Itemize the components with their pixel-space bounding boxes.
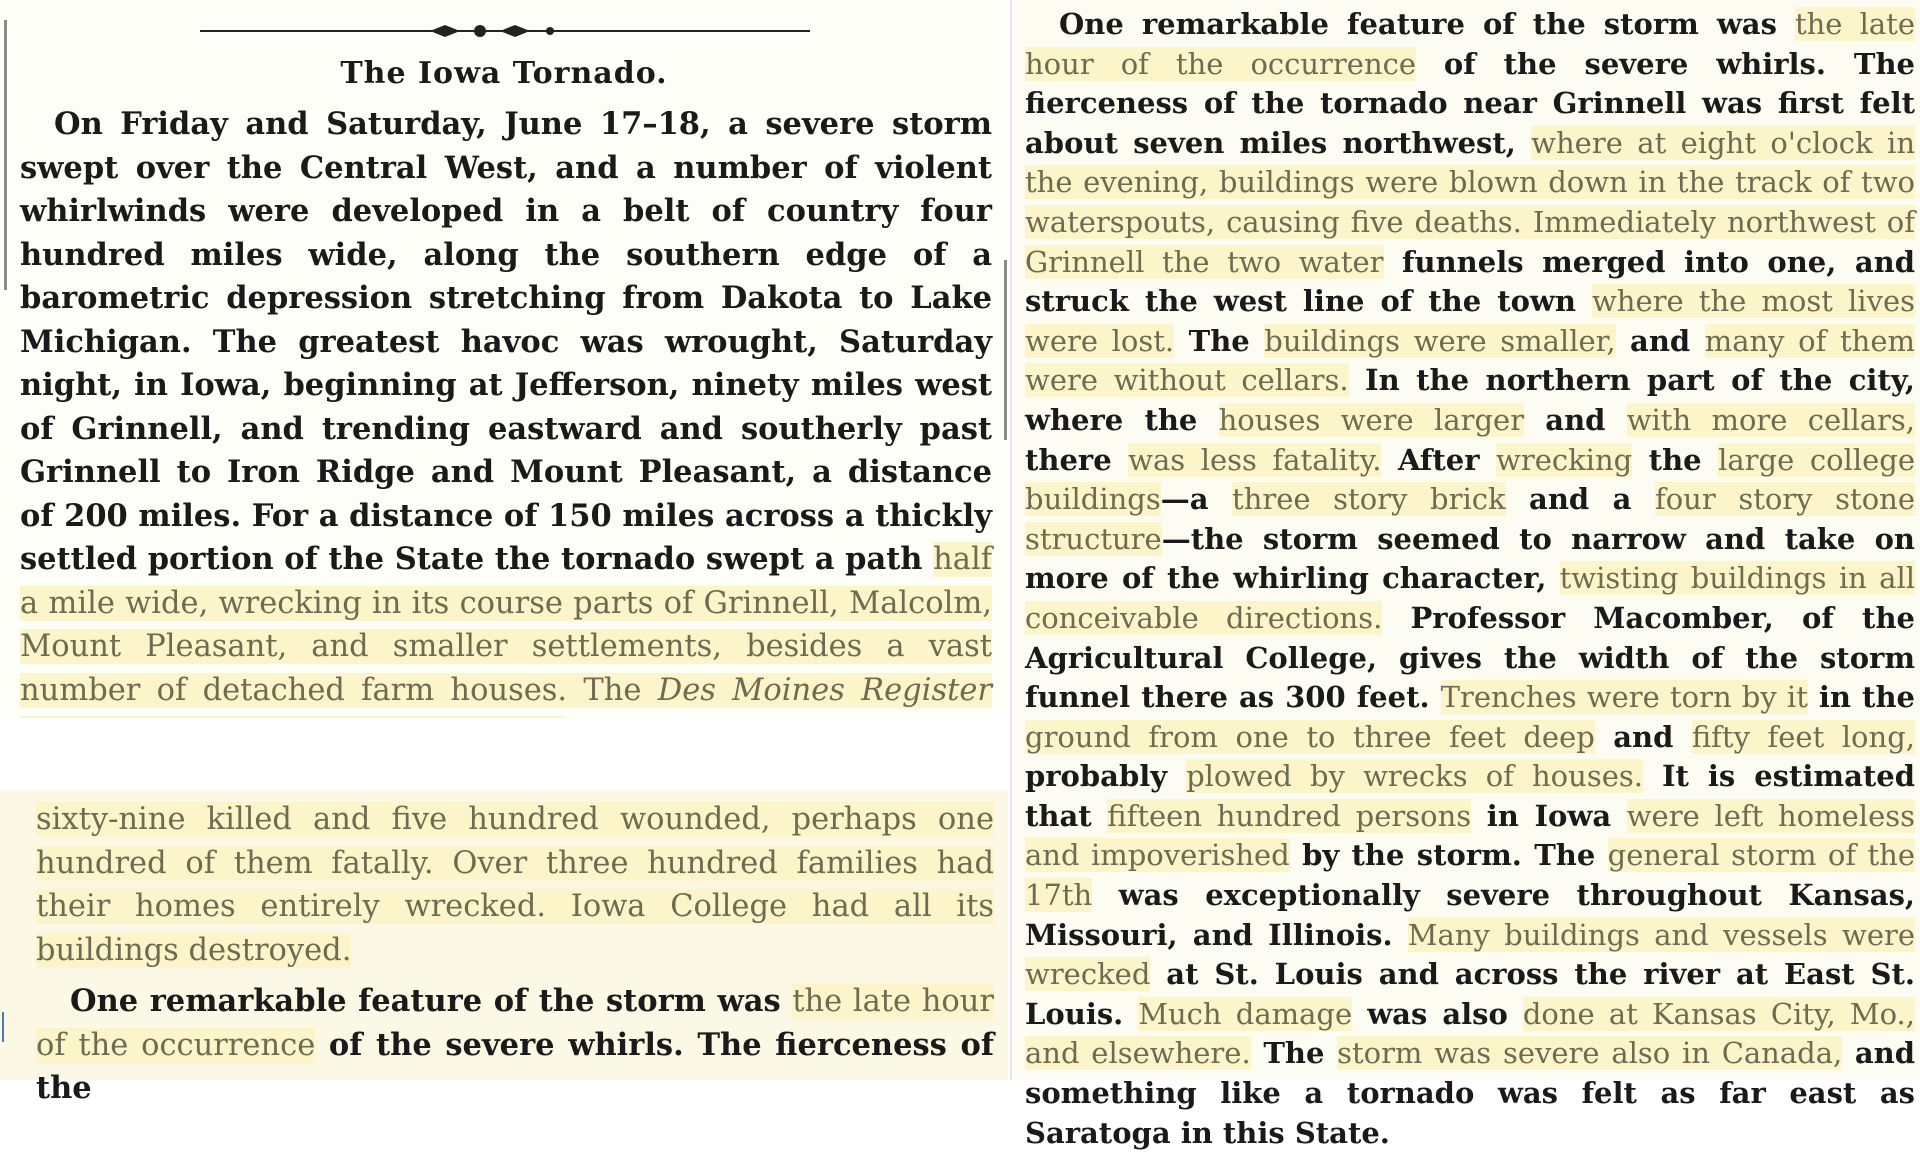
right-part-am: by the storm. The: [1289, 838, 1608, 873]
right-part-as: was also: [1352, 996, 1523, 1031]
paragraph-3-part-a: One remarkable feature of the storm was: [70, 983, 793, 1019]
right-part-at: done at Kansas City, Mo., and elsewhere.: [1025, 996, 1915, 1071]
right-part-af: fifty feet long,: [1691, 719, 1915, 754]
right-part-n: with more cellars,: [1626, 402, 1915, 437]
right-part-ae: and: [1594, 719, 1692, 754]
right-part-l: houses were larger: [1218, 402, 1525, 437]
right-part-y: —the storm seemed to narrow and take on more of the whirling character,: [1025, 521, 1915, 596]
right-part-aw: and something like a tornado was felt as far east as Saratoga in this State.: [1025, 1036, 1916, 1150]
continued-paragraph: [1025, 5, 1915, 1153]
right-part-ac: in the: [1807, 680, 1915, 715]
paragraph-1-part-b: half a mile wide, wrecking in its course parts of Grinnell, Malcolm, Mount Pleasant, and smaller settlements, besides a vast number of detached farm houses. The: [20, 542, 992, 708]
right-part-ap: Many buildings and vessels were wrecked: [1025, 917, 1916, 992]
right-part-r: wrecking: [1496, 442, 1633, 477]
right-part-aa: Professor Macomber, of the Agricultural College, gives the width of the storm funnel there as 300 feet.: [1025, 600, 1915, 715]
right-part-ad: ground from one to three feet deep: [1025, 719, 1595, 754]
right-part-aq: at St. Louis and across the river at East St. Louis.: [1025, 957, 1915, 1031]
clipping-gap: [0, 718, 1008, 790]
column-divider: [1010, 0, 1012, 1080]
right-part-h: buildings were smaller,: [1264, 323, 1616, 358]
right-part-ar: Much damage: [1138, 996, 1353, 1031]
right-part-x: four story stone structure: [1025, 482, 1915, 556]
right-part-ah: plowed by wrecks of houses.: [1186, 759, 1643, 794]
right-part-m: and: [1524, 402, 1627, 437]
ornamental-rule: [200, 20, 810, 42]
right-part-aj: fifteen hundred persons: [1107, 798, 1472, 833]
left-top-clipping: [0, 0, 1008, 718]
right-part-j: many of them were without cellars.: [1025, 323, 1915, 398]
right-part-au: The: [1250, 1036, 1338, 1071]
right-part-ao: was exceptionally severe throughout Kansas, Missouri, and Illinois.: [1025, 878, 1915, 952]
right-part-av: storm was severe also in Canada,: [1337, 1036, 1843, 1071]
right-part-i: and: [1615, 323, 1705, 358]
text-cursor-mark: [2, 1012, 4, 1042]
right-part-s: the: [1632, 442, 1719, 477]
right-part-d: where at eight o'clock in the evening, buildings were blown down in the track of two waterspouts, causing five deaths. Immediately northwest of Grinnell the two water: [1025, 125, 1915, 279]
right-part-z: twisting buildings in all conceivable directions.: [1025, 561, 1915, 635]
right-part-e: funnels merged into one, and struck the west line of the town: [1025, 244, 1916, 319]
right-part-ai: It is estimated that: [1025, 759, 1915, 833]
newspaper-name: Des Moines Register: [657, 672, 992, 708]
right-part-t: large college buildings: [1025, 442, 1915, 517]
paragraph-3-part-c: of the severe whirls. The fierceness of the: [36, 1026, 994, 1106]
article-paragraph-2: [36, 798, 994, 972]
right-part-w: and a: [1505, 482, 1655, 517]
paragraph-1-part-a: On Friday and Saturday, June 17–18, a severe storm swept over the Central West, and a number of violent whirlwinds were developed in a belt of country four hundred miles wide, along the southern edge of a barometric depression stretching from Dakota to Lake Michigan. The greatest havoc was wrought, Saturday night, in Iowa, beginning at Jefferson, ninety miles west of Grinnell, and trending eastward and southerly past Grinnell to Iron Ridge and Mount Pleasant, a distance of 200 miles. For a distance of 150 miles across a thickly settled portion of the State the tornado swept a path: [20, 106, 992, 577]
right-part-c: of the severe whirls. The fierceness of the tornado near Grinnell was first felt about seven miles northwest,: [1025, 46, 1916, 160]
right-part-v: three story brick: [1232, 482, 1506, 517]
right-part-g: The: [1174, 323, 1265, 358]
right-part-q: After: [1381, 442, 1497, 477]
right-column: [1015, 0, 1920, 1150]
right-part-al: were left homeless and impoverished: [1025, 798, 1916, 873]
right-part-u: —a: [1160, 482, 1233, 517]
right-part-f: where the most lives were lost.: [1025, 284, 1915, 358]
right-part-an: general storm of the 17th: [1025, 838, 1916, 913]
right-part-ak: in Iowa: [1471, 798, 1627, 833]
right-part-ag: probably: [1025, 759, 1187, 794]
left-margin-bar: [4, 20, 7, 290]
right-part-o: there: [1025, 442, 1129, 477]
left-bottom-clipping: [0, 790, 1008, 1106]
right-part-b: the late hour of the occurrence: [1025, 7, 1916, 81]
right-part-a: One remarkable feature of the storm was: [1059, 7, 1795, 41]
article-paragraph-1: [20, 103, 992, 756]
paragraph-3-part-b: the late hour of the occurrence: [36, 984, 994, 1063]
article-paragraph-3: [36, 980, 994, 1111]
right-margin-bar: [1004, 260, 1007, 440]
right-part-k: In the northern part of the city, where the: [1025, 363, 1915, 437]
paragraph-2-text: sixty-nine killed and five hundred wounded, perhaps one hundred of them fatally. Over three hundred families had their homes entirely wrecked. Iowa College had all its buildings destroyed.: [36, 802, 994, 968]
article-title: The Iowa Tornado.: [340, 56, 668, 91]
right-part-ab: Trenches were torn by it: [1440, 680, 1808, 715]
right-part-p: was less fatality.: [1128, 442, 1382, 477]
